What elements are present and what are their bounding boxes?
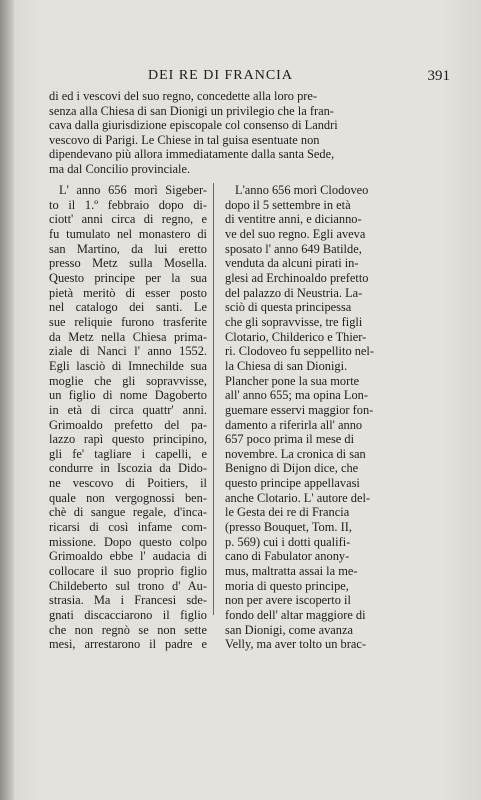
text-line: gli fe' tagliare i capelli, e <box>49 446 207 461</box>
text-line: Benigno di Dijon dice, che <box>225 461 359 476</box>
text-line: di ventitre anni, e dicianno- <box>225 212 362 227</box>
text-line: lazzo rapì questo principino, <box>49 432 207 447</box>
text-line: ne vescovo di Poitiers, il <box>49 476 207 491</box>
text-line: missione. Dopo questo colpo <box>49 534 207 549</box>
text-line: san Dionigi, come avanza <box>225 622 353 637</box>
text-line: collocare il suo proprio figlio <box>49 564 207 579</box>
text-line: moria di questo principe, <box>225 578 349 593</box>
text-line: fondo dell' altar maggiore di <box>225 608 366 623</box>
text-line: to il 1.º febbraio dopo di- <box>49 197 207 212</box>
text-line: Questo principe per la sua <box>49 270 207 285</box>
text-line: mesi, arrestarono il padre e <box>49 637 207 652</box>
text-line: ma dal Concilio provinciale. <box>49 161 191 176</box>
text-line: condurre in Iscozia da Dido- <box>49 461 207 476</box>
text-line: dopo il 5 settembre in età <box>225 197 351 212</box>
text-line: le Gesta dei re di Francia <box>225 505 350 520</box>
text-line: ri. Clodoveo fu seppellito nel- <box>225 344 375 359</box>
text-line: che gli sopravvisse, tre figli <box>225 314 363 329</box>
text-line: fu tumulato nel monastero di <box>49 226 207 241</box>
text-line: cava dalla giurisdizione episcopale col consenso di Landri <box>49 118 338 133</box>
text-line: novembre. La cronica di san <box>225 446 366 461</box>
text-line: ricarsi di così infame com- <box>49 520 207 535</box>
text-line: un figlio di nome Dagoberto <box>49 388 207 403</box>
text-line: da Metz nella Chiesa prima- <box>49 329 207 344</box>
text-line: Egli lasciò di Imnechilde sua <box>49 358 207 373</box>
text-line: quale non vergognossi ben- <box>49 490 207 505</box>
text-line: ve del suo regno. Egli aveva <box>225 226 366 241</box>
page-number: 391 <box>427 68 450 84</box>
text-line: (presso Bouquet, Tom. II, <box>225 520 352 535</box>
right-column <box>225 183 455 652</box>
left-column <box>49 183 207 652</box>
intro-paragraph <box>49 89 452 177</box>
text-line: pietà meritò di esser posto <box>49 285 207 300</box>
text-line: cano di Fabulator anony- <box>225 549 350 564</box>
text-line: guemare esservi maggior fon- <box>225 402 374 417</box>
text-line: strasia. Ma i Francesi sde- <box>49 593 207 608</box>
text-line: glesi ad Erchinoaldo prefetto <box>225 270 369 285</box>
text-line: chè di sangue regale, d'inca- <box>49 505 207 520</box>
text-line: damento a riferirla all' anno <box>225 417 363 432</box>
text-line: vescovo di Parigi. Le Chiese in tal guisa esentuate non <box>49 132 320 147</box>
text-line: sciò di questa principessa <box>225 300 352 315</box>
running-title: DEI RE DI FRANCIA <box>148 68 293 83</box>
text-line: di ed i vescovi del suo regno, concedette alla loro pre- <box>49 89 318 103</box>
text-line: gnati discacciarono il figlio <box>49 608 207 623</box>
text-line: senza alla Chiesa di san Dionigi un privilegio che la fran- <box>49 103 334 118</box>
text-line: che non regnò se non sette <box>49 622 207 637</box>
text-line: Plancher pone la sua morte <box>225 373 360 388</box>
text-line: sue reliquie furono trasferite <box>49 314 207 329</box>
text-line: Grimoaldo prefetto del pa- <box>49 417 207 432</box>
text-line: mus, maltratta assai la me- <box>225 564 358 579</box>
column-divider <box>213 183 214 615</box>
text-line: del palazzo di Neustria. La- <box>225 285 363 300</box>
text-line: dipendevano più allora immediatamente dalla santa Sede, <box>49 147 335 162</box>
text-line: 657 poco prima il mese di <box>225 432 355 447</box>
text-line: moglie che gli sopravvisse, <box>49 373 207 388</box>
text-line: la Chiesa di san Dionigi. <box>225 358 348 373</box>
text-line: ziale di Nanci l' anno 1552. <box>49 344 207 359</box>
text-line: san Martino, da lui eretto <box>49 241 207 256</box>
text-line: all' anno 655; ma opina Lon- <box>225 388 368 403</box>
text-line: non per avere iscoperto il <box>225 593 351 608</box>
text-line: L' anno 656 morì Sigeber- <box>59 183 207 197</box>
text-line: anche Clotario. L' autore del- <box>225 490 371 505</box>
text-line: sposato l' anno 649 Batilde, <box>225 241 362 256</box>
text-line: venduta da alcuni pirati in- <box>225 256 359 271</box>
gutter-shadow <box>0 0 14 800</box>
text-line: p. 569) cui i dotti qualifi- <box>225 534 351 549</box>
text-line: nel catalogo dei santi. Le <box>49 300 207 315</box>
text-line: L'anno 656 morì Clodoveo <box>235 183 369 197</box>
text-line: Clotario, Childerico e Thier- <box>225 329 367 344</box>
text-line: Grimoaldo ebbe l' audacia di <box>49 549 207 564</box>
text-line: questo principe appellavasi <box>225 476 360 491</box>
text-line: ciott' anni circa di regno, e <box>49 212 207 227</box>
text-line: Childeberto sul trono d' Au- <box>49 578 207 593</box>
text-line: presso Metz sulla Mosella. <box>49 256 207 271</box>
running-head <box>60 68 450 88</box>
text-line: in età di circa quattr' anni. <box>49 402 207 417</box>
text-line: Velly, ma aver tolto un brac- <box>225 637 366 652</box>
